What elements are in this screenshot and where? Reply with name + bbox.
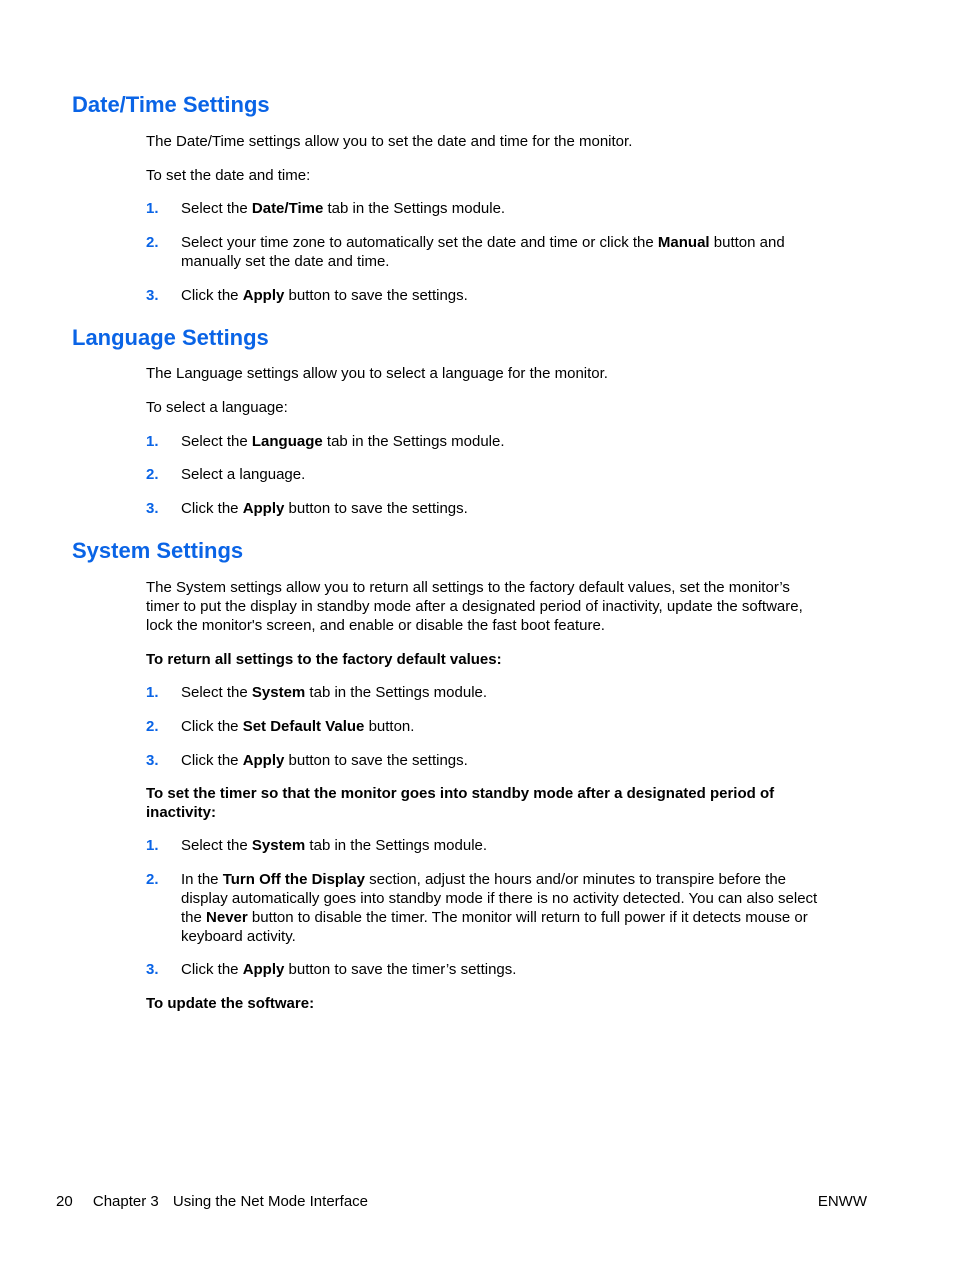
system-intro-line-1: The System settings allow you to return all settings to the factory default values, set the monitor’s bbox=[146, 579, 790, 596]
step-text: Select a language. bbox=[181, 466, 306, 483]
step-text: display automatically goes into standby mode if there is no activity detected. You can also select bbox=[181, 890, 818, 907]
datetime-step-2 bbox=[146, 233, 866, 271]
step-text: button to disable the timer. The monitor will return to full power if it detects mouse or bbox=[247, 909, 808, 926]
system-section bbox=[72, 538, 872, 564]
step-bold-term: Manual bbox=[657, 234, 710, 251]
step-number: 2. bbox=[146, 871, 159, 888]
step-number: 2. bbox=[146, 466, 159, 483]
step-bold-term: System bbox=[251, 684, 306, 701]
step-bold-term: Set Default Value bbox=[242, 718, 365, 735]
step-number: 3. bbox=[146, 287, 159, 304]
step-number: 3. bbox=[146, 500, 159, 517]
footer-chapter: Chapter 3 bbox=[92, 1193, 159, 1210]
step-text: section, adjust the hours and/or minutes to transpire before the bbox=[364, 871, 787, 888]
step-text: tab in the Settings module. bbox=[305, 684, 488, 701]
step-number: 1. bbox=[146, 433, 159, 450]
footer-code: ENWW bbox=[817, 1193, 867, 1210]
step-text: Select the bbox=[181, 837, 252, 854]
step-text: In the bbox=[181, 871, 223, 888]
step-text: manually set the date and time. bbox=[181, 253, 390, 270]
step-text: Select the bbox=[181, 433, 252, 450]
step-bold-term: Apply bbox=[242, 752, 285, 769]
factory-lead: To return all settings to the factory default values: bbox=[146, 651, 502, 668]
step-text: tab in the Settings module. bbox=[305, 837, 488, 854]
step-text: button to save the settings. bbox=[284, 287, 468, 304]
step-text: button. bbox=[364, 718, 415, 735]
step-text: tab in the Settings module. bbox=[322, 433, 505, 450]
step-bold-term: Apply bbox=[242, 500, 285, 517]
step-text: button to save the settings. bbox=[284, 500, 468, 517]
step-number: 1. bbox=[146, 837, 159, 854]
factory-step-2 bbox=[146, 717, 866, 736]
language-body bbox=[146, 364, 866, 518]
update-lead: To update the software: bbox=[146, 995, 315, 1012]
timer-lead-line-2: inactivity: bbox=[146, 804, 217, 821]
timer-step-3 bbox=[146, 960, 866, 979]
step-number: 3. bbox=[146, 752, 159, 769]
step-text: Select your time zone to automatically set the date and time or click the bbox=[181, 234, 658, 251]
step-bold-term: Turn Off the Display bbox=[222, 871, 365, 888]
page-number: 20 bbox=[56, 1193, 73, 1210]
datetime-heading: Date/Time Settings bbox=[72, 92, 270, 117]
step-number: 1. bbox=[146, 684, 159, 701]
step-text: Click the bbox=[181, 500, 243, 517]
step-text: button to save the settings. bbox=[284, 752, 468, 769]
datetime-lead: To set the date and time: bbox=[146, 167, 311, 184]
timer-step-1 bbox=[146, 836, 866, 855]
system-heading: System Settings bbox=[72, 538, 244, 563]
step-text: button and bbox=[709, 234, 785, 251]
step-number: 2. bbox=[146, 234, 159, 251]
datetime-body bbox=[146, 132, 866, 305]
page-footer bbox=[56, 1192, 368, 1211]
step-bold-term: Apply bbox=[242, 961, 285, 978]
language-lead: To select a language: bbox=[146, 399, 288, 416]
step-bold-term: Never bbox=[206, 909, 248, 926]
factory-step-3 bbox=[146, 751, 866, 770]
factory-step-1 bbox=[146, 683, 866, 702]
step-number: 2. bbox=[146, 718, 159, 735]
datetime-step-1 bbox=[146, 199, 866, 218]
step-bold-term: System bbox=[251, 837, 306, 854]
language-intro: The Language settings allow you to select a language for the monitor. bbox=[146, 365, 608, 382]
step-text: Click the bbox=[181, 752, 243, 769]
language-heading: Language Settings bbox=[72, 325, 269, 350]
datetime-step-3 bbox=[146, 286, 866, 305]
step-text: Click the bbox=[181, 961, 243, 978]
step-text: the bbox=[181, 909, 207, 926]
system-intro-line-2: timer to put the display in standby mode after a designated period of inactivity, update the software, bbox=[146, 598, 803, 615]
step-text: button to save the timer’s settings. bbox=[284, 961, 517, 978]
language-step-3 bbox=[146, 499, 866, 518]
timer-lead-line-1: To set the timer so that the monitor goes into standby mode after a designated period of bbox=[146, 785, 775, 802]
step-number: 3. bbox=[146, 961, 159, 978]
step-bold-term: Language bbox=[251, 433, 323, 450]
datetime-intro: The Date/Time settings allow you to set the date and time for the monitor. bbox=[146, 133, 633, 150]
footer-chapter-title: Using the Net Mode Interface bbox=[172, 1193, 369, 1210]
language-section bbox=[72, 325, 872, 351]
datetime-section bbox=[72, 92, 872, 118]
step-text: Select the bbox=[181, 200, 252, 217]
language-step-2 bbox=[146, 465, 866, 484]
step-text: Click the bbox=[181, 287, 243, 304]
step-number: 1. bbox=[146, 200, 159, 217]
timer-step-2 bbox=[146, 870, 866, 946]
system-body bbox=[146, 578, 866, 1013]
step-text: tab in the Settings module. bbox=[323, 200, 506, 217]
step-text: keyboard activity. bbox=[181, 928, 296, 945]
step-text: Click the bbox=[181, 718, 243, 735]
system-intro-line-3: lock the monitor's screen, and enable or disable the fast boot feature. bbox=[146, 617, 605, 634]
language-step-1 bbox=[146, 432, 866, 451]
step-text: Select the bbox=[181, 684, 252, 701]
step-bold-term: Date/Time bbox=[251, 200, 324, 217]
step-bold-term: Apply bbox=[242, 287, 285, 304]
